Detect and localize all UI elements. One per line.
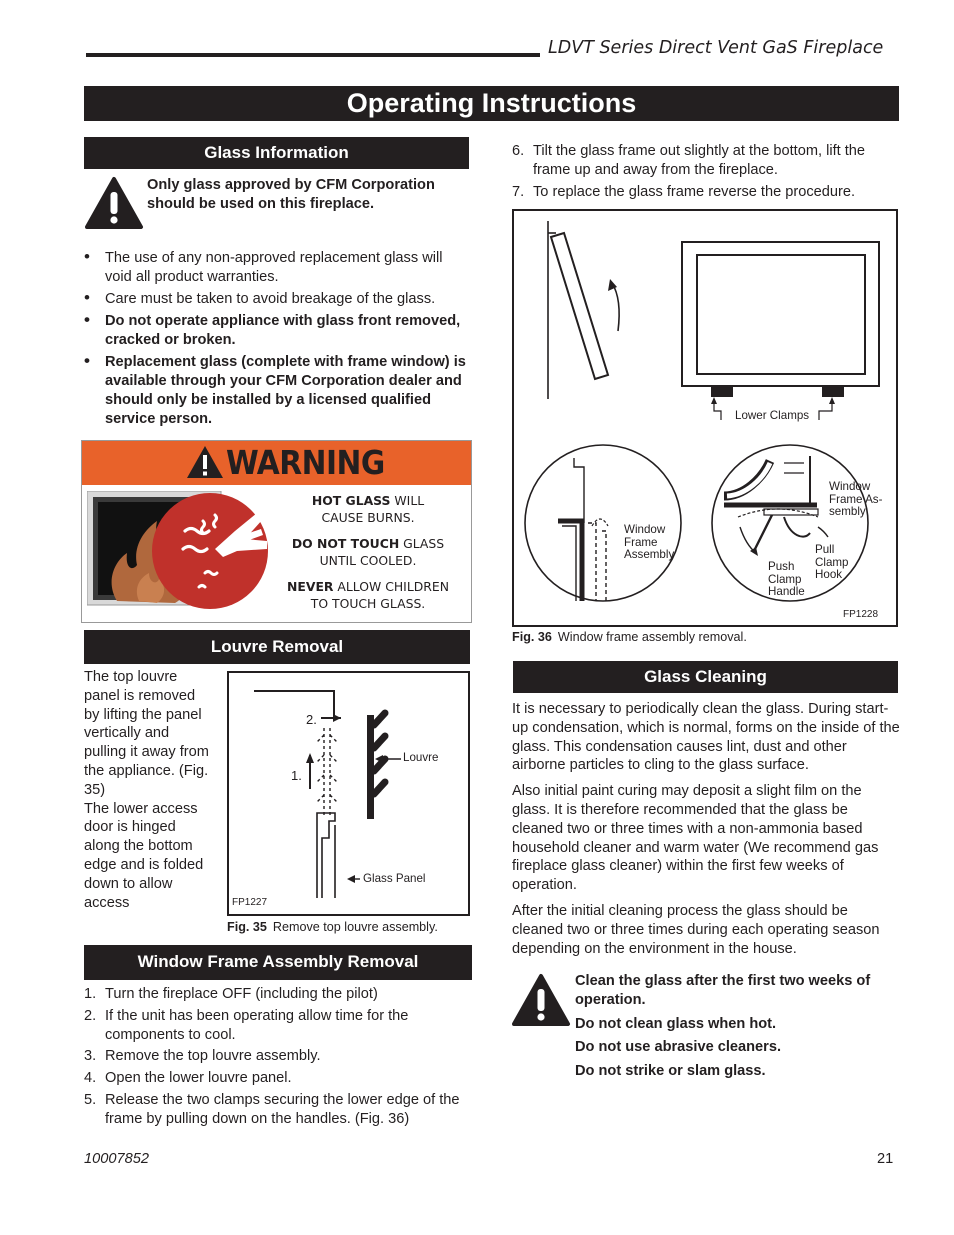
- step-item: 2. If the unit has been operating allow time for the components to cool.: [84, 1007, 409, 1043]
- warning-word: WARNING: [226, 443, 385, 482]
- hot-glass-pictogram: [87, 491, 277, 617]
- bullet-item: • Care must be taken to avoid breakage of the glass.: [84, 290, 470, 309]
- glass-caution-text: Only glass approved by CFM Corporation should be used on this fireplace.: [147, 177, 435, 212]
- glass-cleaning-cautions: Clean the glass after the first two weeks of operation. Do not clean glass when hot. Do not use abrasive cleaners. Do not strike or slam glass.: [575, 973, 871, 1080]
- bullet-item: • Do not operate appliance with glass front removed, cracked or broken.: [84, 312, 470, 350]
- pull-clamp-hook-label: Pull Clamp Hook: [815, 543, 849, 582]
- window-frame-steps-left: [84, 985, 470, 1132]
- bullet-item: • Replacement glass (complete with frame window) is available through your CFM Corporation dealer and should only be installed by a licensed qualified service person.: [84, 353, 470, 428]
- document-number: 10007852: [84, 1151, 149, 1167]
- louvre-removal-heading: Louvre Removal: [84, 630, 470, 664]
- lower-clamps-label: Lower Clamps: [735, 409, 810, 422]
- step-item: 5. Release the two clamps securing the lower edge of the frame by pulling down on the handles. (Fig. 36): [84, 1091, 460, 1127]
- step-item: 1. Turn the fireplace OFF (including the pilot): [84, 986, 378, 1002]
- window-frame-assembly-label-right: Window Frame As- sembly: [829, 480, 883, 519]
- step-item: 3. Remove the top louvre assembly.: [84, 1048, 321, 1065]
- page-title: Operating Instructions: [84, 86, 899, 121]
- page-number: 21: [877, 1151, 894, 1167]
- fig35-step1-label: 1.: [291, 768, 302, 783]
- caution-triangle-icon: [84, 176, 144, 230]
- glass-cleaning-text: It is necessary to periodically clean the glass. During start-up condensation, which is normal, forms on the inside of the glass. This condensation causes lint, dust and other airborne particles to cling to the glass surface. Also initial paint curing may deposit a slight film on the glass. It is therefore recommended that the glass be cleaned two or three times with a non-ammonia based household cleaner and warm water (We recommend gas fireplace glass cleaner) within the first few weeks of operation. After the initial cleaning process the glass should be cleaned two or three times during each operating season depending on the environment in the house.: [512, 701, 900, 957]
- step-item: 7. To replace the glass frame reverse the procedure.: [512, 183, 856, 200]
- series-title: LDVT Series Direct Vent GaS Fireplace: [548, 38, 884, 58]
- fig35-step2-label: 2.: [306, 712, 317, 727]
- window-frame-removal-heading: Window Frame Assembly Removal: [84, 945, 472, 980]
- step-item: 4. Open the lower louvre panel.: [84, 1070, 292, 1087]
- step-item: 6. Tilt the glass frame out slightly at the bottom, lift the frame up and away from the fireplace.: [512, 143, 866, 178]
- caution-triangle-icon: [511, 973, 571, 1027]
- header-rule: [86, 53, 540, 57]
- louvre-removal-text: The top louvre panel is removed by lifting the panel vertically and pulling it away from the appliance. (Fig. 35) The lower access door is hinged along the bottom edge and is folded down to allow access: [84, 669, 209, 911]
- fig35-caption: Fig. 35 Remove top louvre assembly.: [227, 920, 438, 934]
- fig36-caption: Fig. 36 Window frame assembly removal.: [512, 630, 747, 644]
- window-frame-steps-right: [512, 142, 898, 204]
- push-clamp-handle-label: Push Clamp Handle: [768, 560, 805, 599]
- louvre-label: Louvre: [403, 751, 439, 764]
- glass-cleaning-heading: Glass Cleaning: [513, 661, 898, 693]
- glass-panel-label: Glass Panel: [363, 872, 426, 885]
- glass-information-heading: Glass Information: [84, 137, 469, 169]
- fig36-code: FP1228: [843, 609, 879, 620]
- fig35-illustration: [229, 673, 468, 914]
- fig35-code: FP1227: [232, 897, 268, 908]
- bullet-item: • The use of any non-approved replacement glass will void all product warranties.: [84, 249, 470, 287]
- warning-message: HOT GLASS WILL CAUSE BURNS. DO NOT TOUCH GLASS UNTIL COOLED. NEVER ALLOW CHILDREN TO TOUCH GLASS.: [287, 493, 449, 611]
- window-frame-assembly-label-left: Window Frame Assembly: [624, 523, 675, 562]
- warning-triangle-icon: [185, 444, 225, 480]
- glass-info-bullets: [84, 249, 470, 432]
